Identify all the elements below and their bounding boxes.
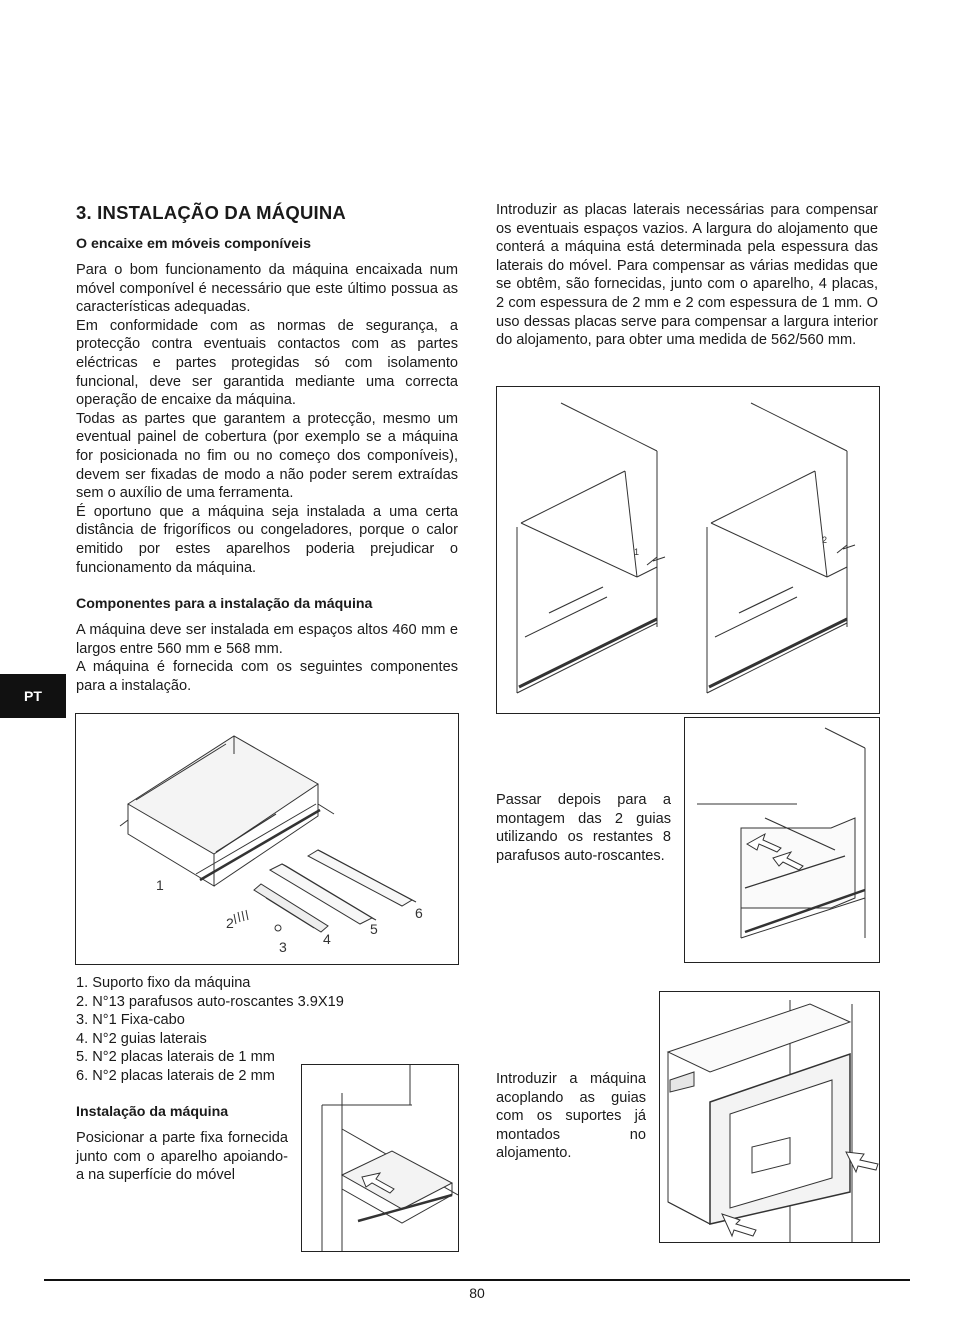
plates-text-block xyxy=(496,201,878,350)
support-placement-drawing xyxy=(302,1065,458,1251)
paragraph: Introduzir as placas laterais necessárias para compensar os eventuais espaços vazios. A largura do alojamento que conterá a máquina está determinada pela espessura das laterais do móvel. Para compensar as várias medidas que se obtêm, são fornecidas, junto com o aparelho, 4 placas, 2 com espessura de 2 mm e 2 com espessura de 1 mm. O uso dessas placas serve para compensar a largura interior do alojamento, para obter uma medida de 562/560 mm. xyxy=(496,202,878,349)
figure-label: 3 xyxy=(279,939,287,955)
installation-text-block xyxy=(76,1129,288,1185)
components-figure xyxy=(75,713,459,965)
list-item: 6. N°2 placas laterais de 2 mm xyxy=(76,1067,275,1084)
subheading-fitting: O encaixe em móveis componíveis xyxy=(76,236,311,252)
list-item: 4. N°2 guias laterais xyxy=(76,1030,207,1047)
machine-text-block xyxy=(496,1070,646,1163)
figure-label: 1 xyxy=(156,877,164,893)
figure-label: 4 xyxy=(323,931,331,947)
side-plates-drawing xyxy=(497,387,879,713)
list-item: 1. Suporto fixo da máquina xyxy=(76,975,251,991)
paragraph: É oportuno que a máquina seja instalada a uma certa distância de frigoríficos ou congeladores, porque o calor emitido por estes aparelhos poderia prejudicar o funcionamento da máquina. xyxy=(76,503,458,576)
side-plates-figure xyxy=(496,386,880,714)
figure-label: 5 xyxy=(370,921,378,937)
language-tab: PT xyxy=(0,674,66,718)
rails-drawing xyxy=(685,718,879,962)
subheading-installation: Instalação da máquina xyxy=(76,1104,229,1120)
footer-rule xyxy=(44,1279,910,1281)
rails-figure xyxy=(684,717,880,963)
figure-label: 2 xyxy=(822,535,828,545)
figure-label: 1 xyxy=(634,547,640,557)
paragraph: A máquina é fornecida com os seguintes componentes para a instalação. xyxy=(76,659,458,694)
paragraph: Para o bom funcionamento da máquina encaixada num móvel componível é necessário que este último possua as características adequadas. xyxy=(76,262,458,316)
components-drawing xyxy=(76,714,458,964)
intro-text-block xyxy=(76,261,458,577)
list-item: 3. N°1 Fixa-cabo xyxy=(76,1012,185,1029)
figure-label: 2 xyxy=(226,915,234,931)
machine-insertion-figure xyxy=(659,991,880,1243)
paragraph: Todas as partes que garantem a protecção, mesmo um eventual painel de cobertura (por exemplo se a máquina for posicionada no fim ou no começo dos componíveis), devem ser fixadas de modo a não poder serem extraídas sem o auxílio de uma ferramenta. xyxy=(76,410,458,502)
paragraph: Passar depois para a montagem das 2 guias utilizando os restantes 8 parafusos auto-roscantes. xyxy=(496,792,671,864)
page-number: 80 xyxy=(469,1285,485,1301)
paragraph: Introduzir a máquina acoplando as guias com os suportes já montados no alojamento. xyxy=(496,1071,646,1162)
components-text-block xyxy=(76,621,458,695)
rails-text-block xyxy=(496,791,671,865)
list-item: 5. N°2 placas laterais de 1 mm xyxy=(76,1049,275,1066)
paragraph: Posicionar a parte fixa fornecida junto com o aparelho apoiando-a na superfície do móvel xyxy=(76,1130,288,1184)
subheading-components: Componentes para a instalação da máquina xyxy=(76,596,373,612)
figure-label: 6 xyxy=(415,905,423,921)
section-title: 3. INSTALAÇÃO DA MÁQUINA xyxy=(76,202,346,223)
support-placement-figure xyxy=(301,1064,459,1252)
paragraph: A máquina deve ser instalada em espaços altos 460 mm e largos entre 560 mm e 568 mm. xyxy=(76,622,458,657)
paragraph: Em conformidade com as normas de segurança, a protecção contra eventuais contactos com as partes eléctricas e partes protegidas só com isolamento funcional, deve ser garantida mediante uma correcta operação de encaixe da máquina. xyxy=(76,317,458,409)
machine-insertion-drawing xyxy=(660,992,879,1242)
list-item: 2. N°13 parafusos auto-roscantes 3.9X19 xyxy=(76,993,344,1010)
